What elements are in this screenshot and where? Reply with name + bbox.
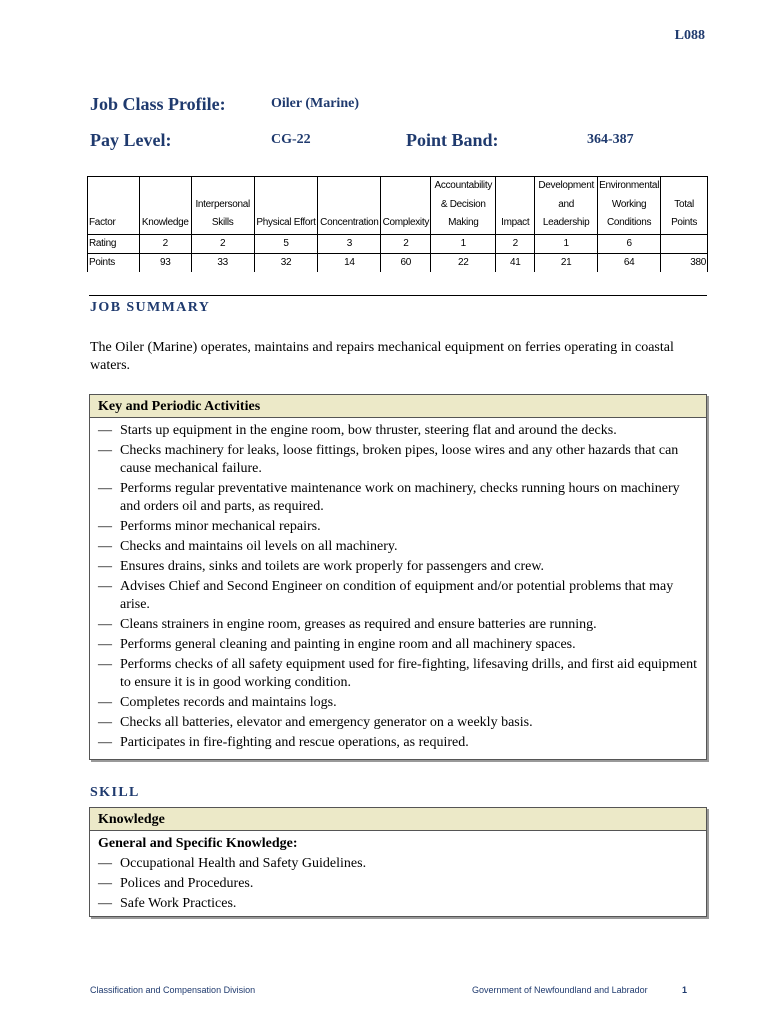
- list-item-text: Occupational Health and Safety Guidelines.: [120, 856, 367, 871]
- list-item-text: Checks machinery for leaks, loose fittings, broken pipes, loose wires and any other hazards that can cause mechanical failure.: [120, 443, 679, 476]
- list-item: [98, 422, 698, 440]
- table-cell: 21: [535, 253, 598, 272]
- table-row: [88, 253, 708, 272]
- list-item-text: Checks and maintains oil levels on all machinery.: [120, 539, 398, 554]
- table-cell: 2: [139, 234, 191, 253]
- knowledge-list: [90, 853, 706, 913]
- table-cell: 93: [139, 253, 191, 272]
- page-number: 1: [682, 985, 688, 995]
- list-item: [98, 518, 698, 536]
- table-header-cell: Interpersonal Skills: [191, 177, 254, 235]
- list-item: [98, 734, 698, 752]
- list-item: [98, 538, 698, 556]
- table-header-cell: Complexity: [381, 177, 431, 235]
- list-item-text: Advises Chief and Second Engineer on condition of equipment and/or potential problems that may arise.: [120, 579, 674, 612]
- dash-bullet: —: [98, 539, 112, 554]
- dash-bullet: —: [98, 481, 112, 496]
- dash-bullet: —: [98, 695, 112, 710]
- dash-bullet: —: [98, 715, 112, 730]
- table-cell: 32: [254, 253, 318, 272]
- list-item-text: Participates in fire-fighting and rescue operations, as required.: [120, 735, 469, 750]
- knowledge-heading: Knowledge: [90, 808, 706, 831]
- dash-bullet: —: [98, 735, 112, 750]
- knowledge-subheading: General and Specific Knowledge:: [98, 836, 298, 851]
- list-item: [98, 558, 698, 576]
- table-header-cell: Environmental Working Conditions: [598, 177, 661, 235]
- table-cell: 3: [318, 234, 381, 253]
- key-activities-list: [90, 418, 706, 752]
- document-code: L088: [674, 28, 705, 43]
- table-cell: 6: [598, 234, 661, 253]
- table-cell: 2: [191, 234, 254, 253]
- list-item-text: Performs minor mechanical repairs.: [120, 519, 321, 534]
- list-item-text: Starts up equipment in the engine room, bow thruster, steering flat and around the decks.: [120, 423, 617, 438]
- list-item-text: Safe Work Practices.: [120, 896, 237, 911]
- footer-government: Government of Newfoundland and Labrador: [472, 985, 648, 995]
- list-item-text: Polices and Procedures.: [120, 876, 254, 891]
- table-cell: 1: [431, 234, 496, 253]
- dash-bullet: —: [98, 443, 112, 458]
- table-header-cell: Accountability & Decision Making: [431, 177, 496, 235]
- factor-rating-table: [87, 176, 708, 272]
- table-cell: 1: [535, 234, 598, 253]
- list-item-text: Completes records and maintains logs.: [120, 695, 337, 710]
- section-divider: [89, 295, 707, 296]
- list-item: [98, 855, 698, 873]
- list-item: [98, 636, 698, 654]
- table-header-cell: Factor: [88, 177, 140, 235]
- list-item: [98, 694, 698, 712]
- dash-bullet: —: [98, 896, 112, 911]
- table-cell: 33: [191, 253, 254, 272]
- table-cell: 41: [496, 253, 535, 272]
- list-item-text: Performs general cleaning and painting in engine room and all machinery spaces.: [120, 637, 576, 652]
- list-item-text: Cleans strainers in engine room, greases as required and ensure batteries are running.: [120, 617, 597, 632]
- point-band-value: 364-387: [587, 132, 634, 147]
- list-item: [98, 714, 698, 732]
- key-activities-heading: Key and Periodic Activities: [90, 395, 706, 418]
- table-cell: 2: [496, 234, 535, 253]
- table-cell: 60: [381, 253, 431, 272]
- list-item: [98, 875, 698, 893]
- dash-bullet: —: [98, 559, 112, 574]
- table-header-cell: Physical Effort: [254, 177, 318, 235]
- list-item: [98, 656, 698, 692]
- list-item: [98, 442, 698, 478]
- list-item-text: Checks all batteries, elevator and emergency generator on a weekly basis.: [120, 715, 533, 730]
- list-item: [98, 578, 698, 614]
- table-cell: 22: [431, 253, 496, 272]
- job-summary-text: The Oiler (Marine) operates, maintains and repairs mechanical equipment on ferries operating in coastal waters.: [90, 340, 674, 373]
- dash-bullet: —: [98, 519, 112, 534]
- table-cell: 2: [381, 234, 431, 253]
- job-class-value: Oiler (Marine): [271, 96, 359, 111]
- table-header-cell: Knowledge: [139, 177, 191, 235]
- point-band-label: Point Band:: [406, 130, 499, 150]
- table-cell: Points: [88, 253, 140, 272]
- table-cell: Rating: [88, 234, 140, 253]
- dash-bullet: —: [98, 657, 112, 672]
- table-header-cell: Impact: [496, 177, 535, 235]
- list-item: [98, 616, 698, 634]
- list-item: [98, 895, 698, 913]
- skill-heading: SKILL: [90, 785, 140, 800]
- dash-bullet: —: [98, 617, 112, 632]
- job-summary-heading: JOB SUMMARY: [90, 300, 211, 315]
- knowledge-box: [89, 807, 707, 917]
- pay-level-label: Pay Level:: [90, 130, 172, 150]
- pay-level-value: CG-22: [271, 132, 311, 147]
- table-cell: 14: [318, 253, 381, 272]
- table-cell: [661, 234, 708, 253]
- table-header-cell: Concentration: [318, 177, 381, 235]
- table-cell: 5: [254, 234, 318, 253]
- table-cell: 380: [661, 253, 708, 272]
- list-item-text: Performs checks of all safety equipment used for fire-fighting, lifesaving drills, and first aid equipment to ensure it is in good working condition.: [120, 657, 697, 690]
- dash-bullet: —: [98, 579, 112, 594]
- table-header-cell: Total Points: [661, 177, 708, 235]
- list-item-text: Performs regular preventative maintenance work on machinery, checks running hours on machinery and orders oil and parts, as required.: [120, 481, 680, 514]
- table-cell: 64: [598, 253, 661, 272]
- footer-division: Classification and Compensation Division: [90, 985, 256, 995]
- list-item: [98, 480, 698, 516]
- dash-bullet: —: [98, 423, 112, 438]
- table-row: [88, 234, 708, 253]
- dash-bullet: —: [98, 856, 112, 871]
- dash-bullet: —: [98, 637, 112, 652]
- list-item-text: Ensures drains, sinks and toilets are work properly for passengers and crew.: [120, 559, 545, 574]
- table-header-cell: Development and Leadership: [535, 177, 598, 235]
- table-header-row: [88, 177, 708, 235]
- job-class-label: Job Class Profile:: [90, 94, 226, 114]
- dash-bullet: —: [98, 876, 112, 891]
- key-activities-box: [89, 394, 707, 760]
